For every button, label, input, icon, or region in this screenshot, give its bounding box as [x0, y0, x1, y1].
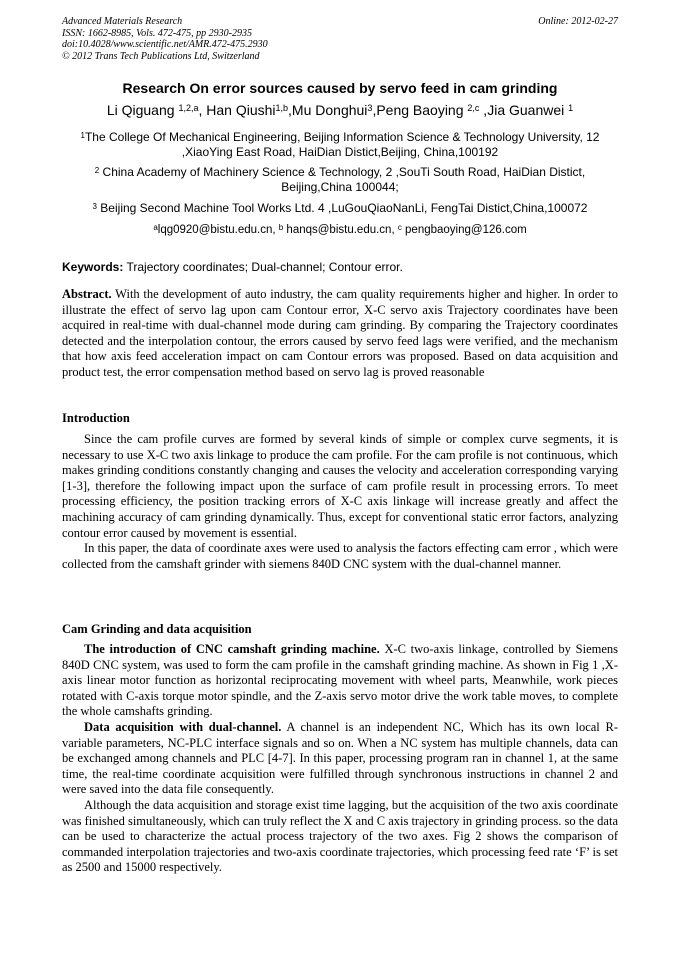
paragraph-text: X-C two-axis linkage, controlled by Siemens 840D CNC system, was used to form the cam profile in the camshaft grinding machine. As shown in Fig 1 ,X-axis linear motor function as horizontal reciprocating movement with wheel parts, Meanwhile, work pieces rotated with C-axis torque motor spindle, and the Z-axis servo motor drive the work table moves, to complete the whole camshafts grinding.	[62, 642, 618, 719]
author-affiliation-mark: 3	[367, 103, 373, 113]
author-separator: ,	[372, 102, 377, 118]
author-name: Mu Donghui	[291, 102, 368, 118]
abstract	[62, 287, 618, 381]
author-separator: ,	[198, 102, 207, 118]
paragraph: In this paper, the data of coordinate axes were used to analysis the factors effecting cam error , which were collected from the camshaft grinder with siemens 840D CNC system with the dual-channel manner.	[62, 541, 618, 571]
paragraph: Since the cam profile curves are formed by several kinds of simple or complex curve segments, it is necessary to use X-C two axis linkage to produce the cam profile. For the cam profile is not continuous, which makes grinding conditions constantly changing and causes the velocity and acceleration corresponding varying [1-3], therefore the following impact upon the surface of cam profile result in processing errors. To meet processing efficiency, the position tracking errors of X-C axis linkage will increase greatly and affect the machining accuracy of cam grinding dynamically. Thus, except for conventional static error factors, analyzing contour error caused by movement is essential.	[62, 432, 618, 540]
keywords-text: Trajectory coordinates; Dual-channel; Contour error.	[123, 260, 403, 274]
affiliation-mark: 2	[94, 166, 100, 175]
email-mark: a	[153, 223, 158, 232]
section-heading-cam-grinding: Cam Grinding and data acquisition	[62, 622, 252, 636]
paragraph-lead: The introduction of CNC camshaft grinding machine.	[84, 642, 380, 656]
email-link[interactable]: hanqs@bistu.edu.cn,	[283, 224, 398, 236]
author-affiliation-mark: 1	[568, 103, 574, 113]
cam-section-body	[62, 642, 618, 876]
paragraph	[62, 720, 618, 798]
email-mark: c	[397, 223, 402, 232]
issn-line: ISSN: 1662-8985, Vols. 472-475, pp 2930-2935	[62, 27, 252, 39]
affiliation-1	[62, 130, 618, 160]
paragraph	[62, 642, 618, 720]
paper-title: Research On error sources caused by servo feed in cam grinding	[122, 80, 558, 96]
paragraph-lead: Data acquisition with dual-channel.	[84, 719, 282, 734]
author-name: Han Qiushi	[206, 102, 276, 118]
author-separator: ,	[288, 102, 292, 118]
author-emails	[62, 223, 618, 237]
affiliation-2	[62, 165, 618, 195]
affiliation-text: China Academy of Machinery Science & Technology, 2 ,SouTi South Road, HaiDian Distict, Beijing,China 100044;	[99, 165, 586, 194]
affiliation-text: The College Of Mechanical Engineering, Beijing Information Science & Technology University, 12 ,XiaoYing East Road, HaiDian Distict,Beijing, China,100192	[84, 130, 600, 159]
section-heading-introduction: Introduction	[62, 411, 130, 425]
email-link[interactable]: pengbaoying@126.com	[401, 224, 527, 236]
affiliation-mark: 3	[92, 202, 97, 211]
abstract-text: With the development of auto industry, the cam quality requirements higher and higher. In order to illustrate the effect of servo lag upon cam Contour error, X-C servo axis Trajectory coordinates have been acquired in real-time with dual-channel mode during cam grinding. By comparing the Trajectory coordinates detected and the interpolation contour, the errors caused by servo feed lags were verified, and the mechanism that how axis feed acceleration impact on cam Contour errors was proposed. Based on data acquisition and product test, the error compensation method based on servo lag is proved reasonable	[62, 287, 618, 379]
author-name: Peng Baoying	[376, 102, 468, 118]
author-separator: ,	[479, 102, 488, 118]
doi-line: doi:10.4028/www.scientific.net/AMR.472-475.2930	[62, 39, 268, 50]
email-mark: b	[278, 223, 284, 232]
author-affiliation-mark: 1,2,a	[178, 103, 199, 113]
email-link[interactable]: lqg0920@bistu.edu.cn,	[157, 224, 279, 236]
affiliation-3	[62, 201, 618, 216]
affiliation-text: Beijing Second Machine Tool Works Ltd. 4 ,LuGouQiaoNanLi, FengTai Distict,China,100072	[96, 201, 588, 215]
author-list	[62, 101, 618, 119]
author-affiliation-mark: 1,b	[275, 103, 289, 113]
online-date: Online: 2012-02-27	[538, 16, 618, 27]
affiliation-mark: 1	[80, 131, 85, 140]
abstract-label: Abstract.	[62, 287, 112, 301]
journal-name: Advanced Materials Research	[62, 16, 183, 27]
keywords-label: Keywords:	[62, 260, 124, 274]
introduction-body	[62, 432, 618, 572]
author-affiliation-mark: 2,c	[467, 103, 480, 113]
keywords	[62, 260, 618, 275]
author-name: Jia Guanwei	[487, 102, 569, 118]
paragraph: Although the data acquisition and storage exist time lagging, but the acquisition of the two axis coordinate was finished simultaneously, which can truly reflect the X and C axis trajectory in grinding process. so the data can be used to characterize the actual process trajectory of the two axes. Fig 2 shows the comparison of commanded interpolation trajectories and two-axis coordinate trajectories, which processing feed rate ‘F’ is set as 2500 and 15000 respectively.	[62, 797, 618, 875]
journal-header	[62, 16, 618, 62]
copyright-line: © 2012 Trans Tech Publications Ltd, Switzerland	[62, 50, 260, 62]
paragraph-text: A channel is an independent NC, Which has its own local R-variable parameters, NC-PLC interface signals and so on. When a NC system has multiple channels, data can be exchanged among channels and PLC [4-7]. In this paper, processing program ran in channel 1, at the same time, the real-time coordinate acquisition were fulfilled through synchronous instructions in channel 2 and were saved into the data file consequently.	[62, 719, 618, 797]
author-name: Li Qiguang	[106, 102, 179, 118]
